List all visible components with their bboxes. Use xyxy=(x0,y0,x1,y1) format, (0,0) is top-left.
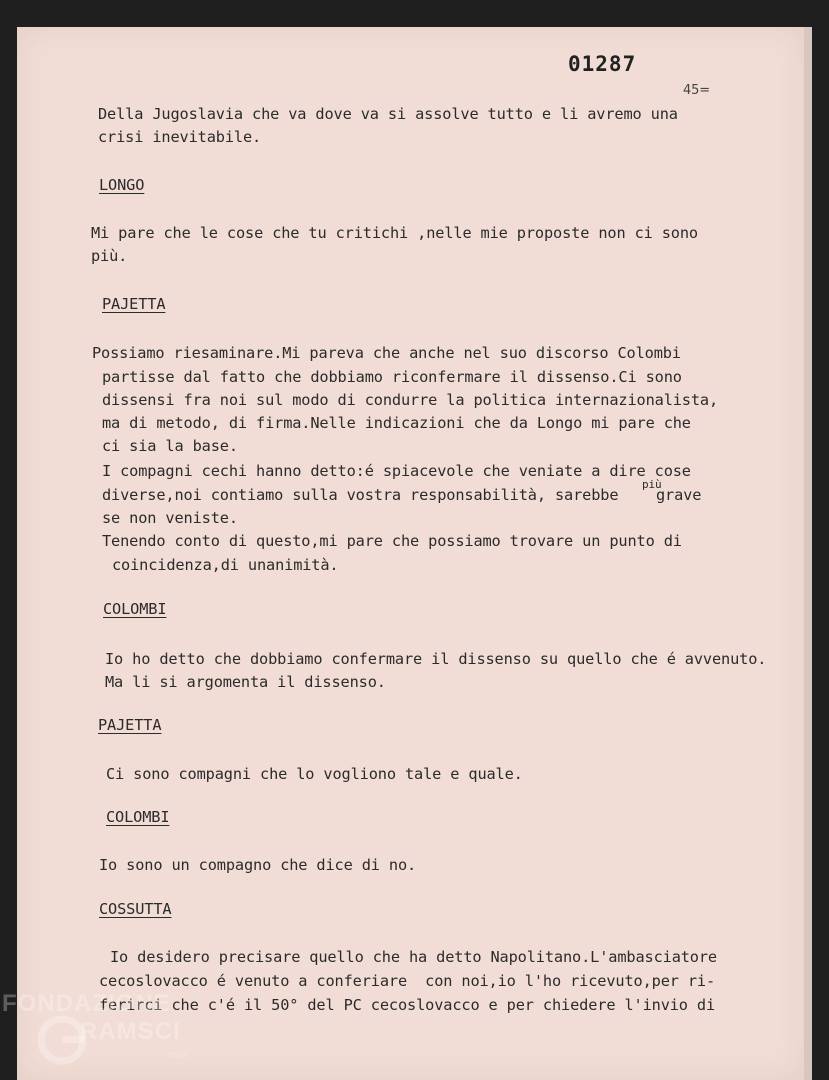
text-line: ma di metodo, di firma.Nelle indicazioni che da Longo mi pare che xyxy=(102,414,691,432)
text-line: Della Jugoslavia che va dove va si assolve tutto e li avremo una xyxy=(98,105,678,123)
text-line: se non veniste. xyxy=(102,509,238,527)
text-line: dissensi fra noi sul modo di condurre la politica internazionalista, xyxy=(102,391,719,409)
text-line: Io sono un compagno che dice di no. xyxy=(99,856,417,874)
speaker-label: COLOMBI xyxy=(106,808,170,826)
watermark-logo xyxy=(0,988,210,1080)
text-line: diverse,noi contiamo sulla vostra responsabilità, sarebbe xyxy=(102,486,619,504)
text-line: più. xyxy=(91,247,128,265)
watermark-text: onlus xyxy=(168,1050,188,1059)
text-line: grave xyxy=(656,486,702,504)
text-line: crisi inevitabile. xyxy=(98,128,262,146)
text-line: Ma li si argomenta il dissenso. xyxy=(105,673,386,691)
speaker-label: LONGO xyxy=(99,176,145,194)
text-line: partisse dal fatto che dobbiamo riconfermare il dissenso.Ci sono xyxy=(102,368,682,386)
page-number: 45= xyxy=(683,83,710,98)
document-number: 01287 xyxy=(568,52,637,76)
text-line: I compagni cechi hanno detto:é spiacevole che veniate a dire cose xyxy=(102,462,691,480)
text-line: ferirci che c'é il 50° del PC cecoslovacco e per chiedere l'invio di xyxy=(99,996,716,1014)
watermark-text: RAMSCI xyxy=(80,1018,181,1045)
text-line: Mi pare che le cose che tu critichi ,nelle mie proposte non ci sono xyxy=(91,224,698,242)
page-edge xyxy=(804,27,812,1080)
text-line: Ci sono compagni che lo vogliono tale e quale. xyxy=(106,765,523,783)
text-line: Io ho detto che dobbiamo confermare il dissenso su quello che é avvenuto. xyxy=(105,650,767,668)
text-line: coincidenza,di unanimità. xyxy=(112,556,339,574)
speaker-label: PAJETTA xyxy=(102,295,166,313)
text-line: cecoslovacco é venuto a conferiare con noi,io l'ho ricevuto,per ri- xyxy=(99,972,716,990)
speaker-label: PAJETTA xyxy=(98,716,162,734)
watermark-text: FONDAZIONE xyxy=(2,990,171,1017)
text-line: Tenendo conto di questo,mi pare che possiamo trovare un punto di xyxy=(102,532,682,550)
handwritten-insertion: più xyxy=(642,478,662,491)
speaker-label: COLOMBI xyxy=(103,600,167,618)
speaker-label: COSSUTTA xyxy=(99,900,172,918)
text-line: ci sia la base. xyxy=(102,437,238,455)
text-line: Possiamo riesaminare.Mi pareva che anche nel suo discorso Colombi xyxy=(92,344,681,362)
text-line: Io desidero precisare quello che ha detto Napolitano.L'ambasciatore xyxy=(110,948,717,966)
